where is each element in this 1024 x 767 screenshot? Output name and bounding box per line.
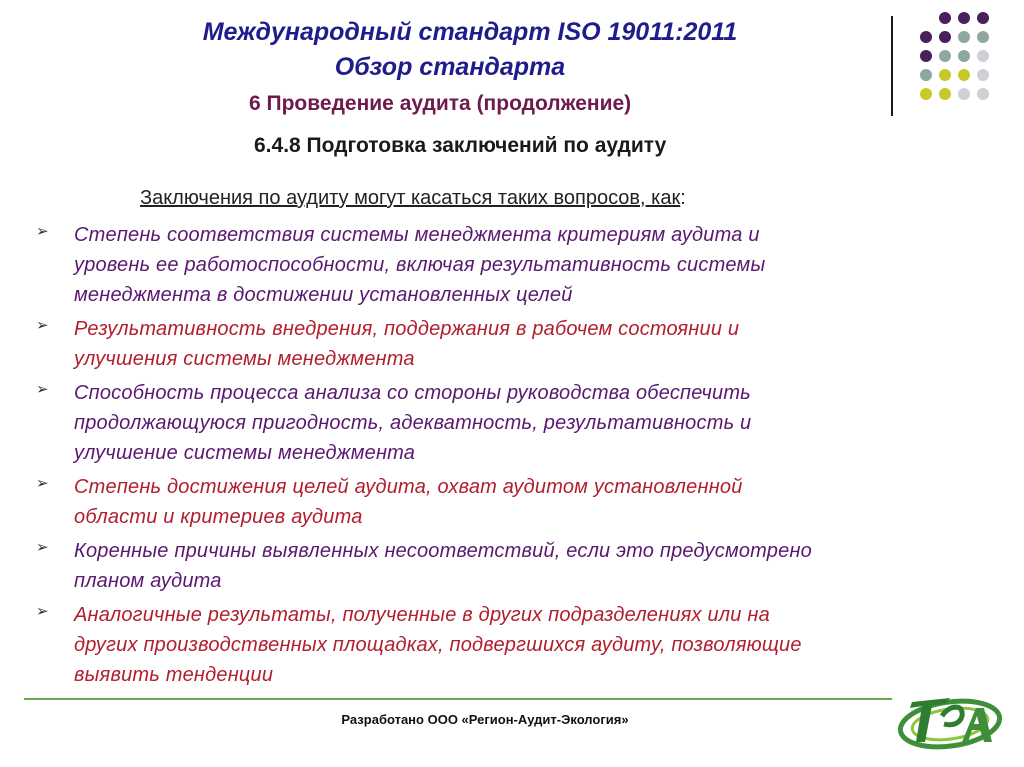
decorative-dot	[977, 31, 989, 43]
title-line-1: Международный стандарт ISO 19011:2011	[202, 18, 738, 46]
decorative-dot	[958, 31, 970, 43]
decorative-dot	[920, 50, 932, 62]
list-item-text: Коренные причины выявленных несоответствий, если это предусмотрено планом аудита	[74, 540, 812, 592]
arrow-bullet-icon: ➢	[36, 317, 49, 334]
decorative-dot	[939, 69, 951, 81]
decorative-dot	[958, 50, 970, 62]
arrow-bullet-icon: ➢	[36, 539, 49, 556]
arrow-bullet-icon: ➢	[36, 381, 49, 398]
decorative-dot	[939, 50, 951, 62]
decorative-dot	[958, 69, 970, 81]
list-item-text: Результативность внедрения, поддержания в рабочем состоянии и улучшения системы менеджмента	[74, 318, 740, 370]
arrow-bullet-icon: ➢	[36, 603, 49, 620]
list-item-text: Степень достижения целей аудита, охват аудитом установленной области и критериев аудита	[74, 476, 743, 528]
decorative-dot	[939, 31, 951, 43]
decorative-dot	[920, 69, 932, 81]
intro-text-underlined: Заключения по аудиту могут касаться таких вопросов, как	[140, 187, 681, 209]
decorative-dot	[939, 88, 951, 100]
company-logo	[892, 690, 1010, 757]
list-item-text: Степень соответствия системы менеджмента критериям аудита и уровень ее работоспособности, включая результативность системы менеджмента в достижении установленных целей	[74, 224, 766, 306]
decorative-dot	[939, 12, 951, 24]
intro-text-suffix: :	[680, 187, 686, 209]
list-item-text: Способность процесса анализа со стороны руководства обеспечить продолжающуюся пригодность, адекватность, результативность и улучшение системы менеджмента	[74, 382, 752, 464]
subsection-heading: 6.4.8 Подготовка заключений по аудиту	[254, 134, 667, 157]
decorative-dot	[977, 50, 989, 62]
footer-credit: Разработано ООО «Регион-Аудит-Экология»	[341, 712, 629, 727]
header-divider	[891, 16, 893, 116]
arrow-bullet-icon: ➢	[36, 223, 49, 240]
list-item-text: Аналогичные результаты, полученные в других подразделениях или на других производственных площадках, подвергшихся аудиту, позволяющие выявить тенденции	[74, 604, 802, 686]
intro-text	[140, 187, 686, 210]
decorative-dot	[977, 88, 989, 100]
arrow-bullet-icon: ➢	[36, 475, 49, 492]
decorative-dot	[958, 88, 970, 100]
decorative-dot	[920, 88, 932, 100]
decorative-dot	[920, 31, 932, 43]
title-line-2: Обзор стандарта	[334, 53, 566, 81]
decorative-dot	[958, 12, 970, 24]
decorative-dot	[977, 12, 989, 24]
decorative-dot	[977, 69, 989, 81]
footer-divider	[24, 698, 892, 700]
section-heading: 6 Проведение аудита (продолжение)	[249, 92, 632, 115]
